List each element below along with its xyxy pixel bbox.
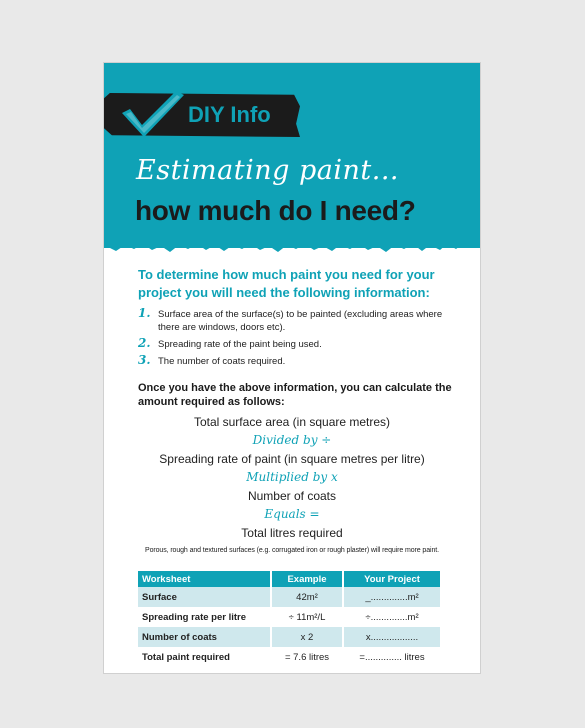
step-number: 1.	[138, 306, 151, 320]
table-cell: Total paint required	[138, 647, 272, 667]
table-cell: Spreading rate per litre	[138, 607, 272, 627]
torn-edge	[104, 235, 480, 257]
table-cell: _..............m²	[344, 587, 442, 607]
formula-line: Total litres required	[241, 526, 343, 540]
formula-operator: Multiplied by x	[246, 470, 338, 484]
step-text: Surface area of the surface(s) to be painted (excluding areas where there are windows, doors etc).	[158, 309, 443, 333]
formula-line: Total surface area (in square metres)	[193, 415, 391, 429]
table-cell: Number of coats	[138, 627, 272, 647]
porous-note: Porous, rough and textured surfaces (e.g. corrugated iron or rough plaster) will require more paint.	[145, 547, 439, 554]
table-cell: =.............. litres	[344, 647, 442, 667]
table-header-row	[138, 571, 442, 587]
column-header: Your Project	[344, 571, 442, 587]
document-page	[104, 63, 480, 673]
formula	[104, 413, 480, 542]
table-cell: x 2	[272, 627, 344, 647]
formula-line: Spreading rate of paint (in square metres per litre)	[159, 452, 425, 466]
intro-text: To determine how much paint you need for your project you will need the following information:	[138, 267, 435, 300]
list-item	[138, 308, 458, 334]
worksheet-table	[138, 571, 442, 667]
table-cell: = 7.6 litres	[272, 647, 344, 667]
checkmark-icon	[118, 87, 186, 139]
title-script: Estimating paint...	[136, 155, 399, 186]
steps-list	[138, 308, 458, 372]
page-title: how much do I need?	[135, 195, 416, 226]
table-cell: Surface	[138, 587, 272, 607]
list-item	[138, 355, 458, 368]
table-cell: x..................	[344, 627, 442, 647]
badge-label: DIY Info	[188, 102, 271, 127]
table-cell: ÷ 11m²/L	[272, 607, 344, 627]
table-row	[138, 587, 442, 607]
step-text: Spreading rate of the paint being used.	[158, 339, 322, 350]
calculation-heading: Once you have the above information, you can calculate the amount required as follows:	[138, 382, 452, 408]
table-row	[138, 627, 442, 647]
table-cell: ÷..............m²	[344, 607, 442, 627]
formula-operator: Divided by ÷	[252, 433, 332, 447]
table-cell: 42m²	[272, 587, 344, 607]
table-row	[138, 607, 442, 627]
step-number: 3.	[138, 353, 151, 367]
column-header: Example	[272, 571, 344, 587]
column-header: Worksheet	[138, 571, 272, 587]
formula-line: Number of coats	[247, 489, 337, 503]
list-item	[138, 338, 458, 351]
step-text: The number of coats required.	[158, 356, 286, 367]
step-number: 2.	[138, 336, 151, 350]
formula-operator: Equals =	[264, 507, 320, 521]
table-row	[138, 647, 442, 667]
